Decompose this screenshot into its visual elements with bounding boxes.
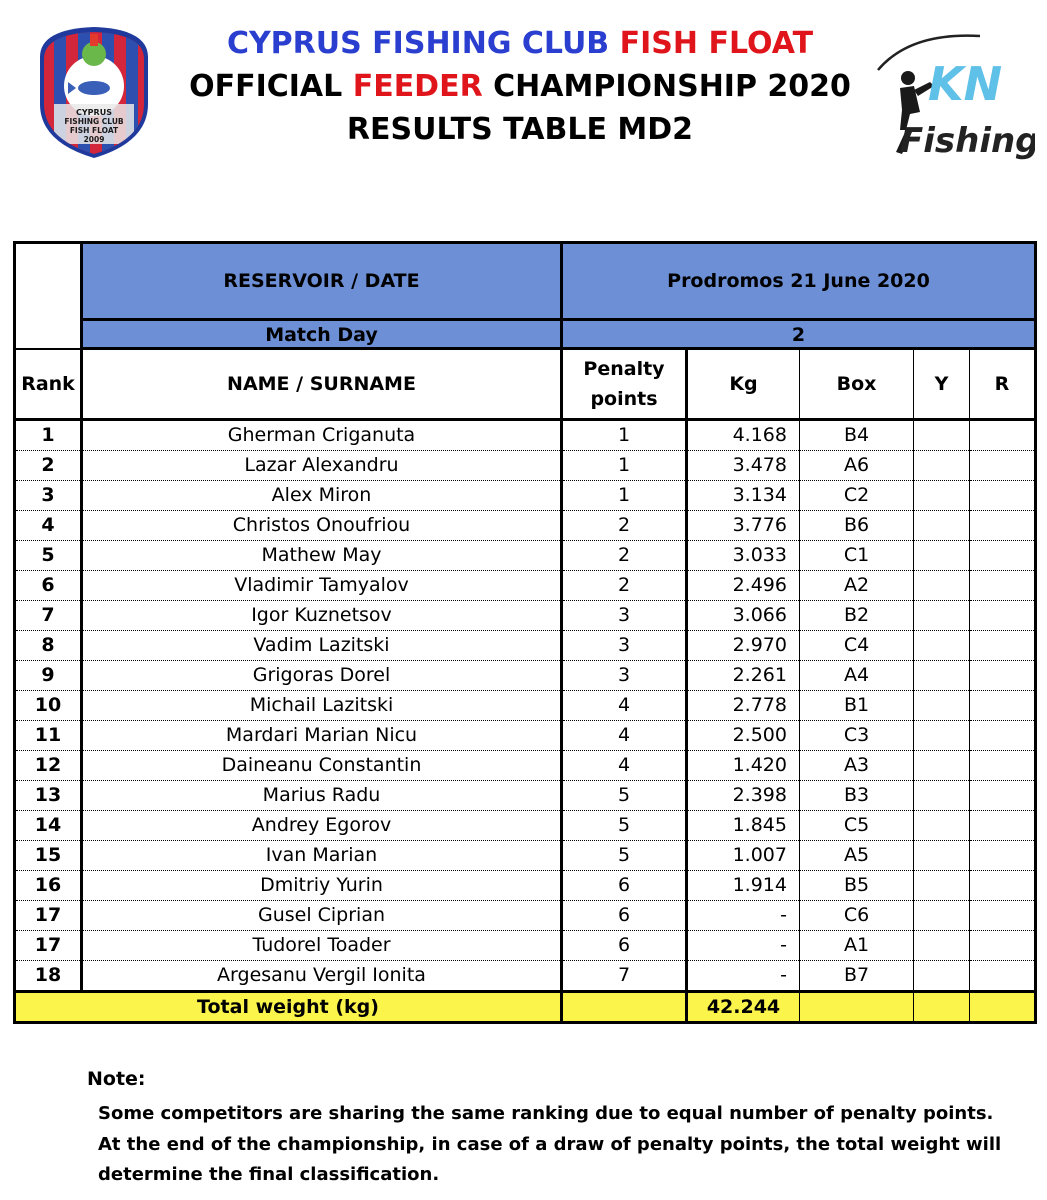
- kn-fishing-logo: [870, 30, 1035, 165]
- r-cell: [970, 631, 1036, 661]
- name-cell: Gusel Ciprian: [82, 901, 562, 931]
- penalty-cell: 3: [562, 661, 687, 691]
- penalty-col-header: [562, 349, 687, 420]
- title-fish-float: FISH FLOAT: [619, 26, 814, 61]
- penalty-cell: 2: [562, 541, 687, 571]
- y-cell: [914, 631, 970, 661]
- r-cell: [970, 841, 1036, 871]
- kg-cell: 3.066: [687, 601, 800, 631]
- table-row: [15, 751, 1036, 781]
- box-cell: C3: [800, 721, 914, 751]
- penalty-header-line1: Penalty: [583, 358, 665, 380]
- kg-cell: 1.420: [687, 751, 800, 781]
- title-line-1: [170, 26, 870, 61]
- penalty-cell: 1: [562, 451, 687, 481]
- rank-cell: 17: [15, 901, 82, 931]
- table-row: [15, 781, 1036, 811]
- total-box-blank: [800, 992, 914, 1023]
- table-row: [15, 661, 1036, 691]
- kg-cell: 2.500: [687, 721, 800, 751]
- r-cell: [970, 751, 1036, 781]
- name-cell: Vladimir Tamyalov: [82, 571, 562, 601]
- r-cell: [970, 811, 1036, 841]
- table-row: [15, 811, 1036, 841]
- y-cell: [914, 961, 970, 992]
- name-cell: Argesanu Vergil Ionita: [82, 961, 562, 992]
- total-penalty-blank: [562, 992, 687, 1023]
- box-cell: B2: [800, 601, 914, 631]
- r-cell: [970, 691, 1036, 721]
- box-cell: A3: [800, 751, 914, 781]
- y-cell: [914, 481, 970, 511]
- table-row: [15, 961, 1036, 992]
- kg-cell: -: [687, 961, 800, 992]
- penalty-cell: 2: [562, 511, 687, 541]
- penalty-cell: 6: [562, 901, 687, 931]
- title-championship: CHAMPIONSHIP 2020: [493, 69, 851, 104]
- rank-cell: 17: [15, 931, 82, 961]
- kg-cell: 4.168: [687, 420, 800, 451]
- name-cell: Daineanu Constantin: [82, 751, 562, 781]
- y-cell: [914, 721, 970, 751]
- kg-cell: 3.478: [687, 451, 800, 481]
- name-cell: Vadim Lazitski: [82, 631, 562, 661]
- y-cell: [914, 931, 970, 961]
- rank-cell: 13: [15, 781, 82, 811]
- r-cell: [970, 781, 1036, 811]
- y-cell: [914, 871, 970, 901]
- table-row: [15, 871, 1036, 901]
- name-cell: Grigoras Dorel: [82, 661, 562, 691]
- rank-cell: 3: [15, 481, 82, 511]
- box-cell: A4: [800, 661, 914, 691]
- penalty-cell: 7: [562, 961, 687, 992]
- table-row: [15, 451, 1036, 481]
- box-cell: A6: [800, 451, 914, 481]
- matchday-label: Match Day: [82, 320, 562, 350]
- kg-cell: 2.398: [687, 781, 800, 811]
- y-cell: [914, 601, 970, 631]
- box-cell: C4: [800, 631, 914, 661]
- box-cell: B5: [800, 871, 914, 901]
- rank-cell: 15: [15, 841, 82, 871]
- table-row: [15, 631, 1036, 661]
- box-col-header: Box: [800, 349, 914, 420]
- kg-cell: 3.033: [687, 541, 800, 571]
- rank-header-blank: [15, 243, 82, 350]
- penalty-cell: 4: [562, 751, 687, 781]
- box-cell: B4: [800, 420, 914, 451]
- logo-text-3: FISH FLOAT: [69, 126, 119, 135]
- table-row: [15, 901, 1036, 931]
- penalty-header-line2: points: [590, 388, 658, 410]
- kg-cell: -: [687, 901, 800, 931]
- logo-text-1: CYPRUS: [76, 108, 112, 117]
- r-cell: [970, 721, 1036, 751]
- kg-cell: 2.496: [687, 571, 800, 601]
- rank-cell: 18: [15, 961, 82, 992]
- kg-cell: 2.261: [687, 661, 800, 691]
- logo-text-4: 2009: [83, 135, 105, 144]
- kg-cell: 1.845: [687, 811, 800, 841]
- penalty-cell: 4: [562, 721, 687, 751]
- logo-text-2: FISHING CLUB: [64, 117, 124, 126]
- rank-cell: 2: [15, 451, 82, 481]
- box-cell: B1: [800, 691, 914, 721]
- penalty-cell: 5: [562, 811, 687, 841]
- penalty-cell: 3: [562, 631, 687, 661]
- y-cell: [914, 691, 970, 721]
- penalty-cell: 2: [562, 571, 687, 601]
- name-cell: Michail Lazitski: [82, 691, 562, 721]
- name-cell: Marius Radu: [82, 781, 562, 811]
- table-row: [15, 721, 1036, 751]
- reservoir-label: RESERVOIR / DATE: [82, 243, 562, 320]
- y-cell: [914, 841, 970, 871]
- box-cell: B7: [800, 961, 914, 992]
- rank-cell: 16: [15, 871, 82, 901]
- fishing-text: Fishing: [900, 121, 1035, 161]
- kg-cell: 1.007: [687, 841, 800, 871]
- penalty-cell: 1: [562, 420, 687, 451]
- r-cell: [970, 931, 1036, 961]
- r-col-header: R: [970, 349, 1036, 420]
- y-cell: [914, 541, 970, 571]
- r-cell: [970, 901, 1036, 931]
- title-line-2: [170, 69, 870, 104]
- y-cell: [914, 451, 970, 481]
- box-cell: C5: [800, 811, 914, 841]
- note-line-1: Some competitors are sharing the same ranking due to equal number of penalty points.: [98, 1103, 994, 1124]
- matchday-value: 2: [562, 320, 1036, 350]
- name-cell: Mathew May: [82, 541, 562, 571]
- name-cell: Mardari Marian Nicu: [82, 721, 562, 751]
- results-table: [13, 241, 1037, 350]
- rank-cell: 8: [15, 631, 82, 661]
- r-cell: [970, 961, 1036, 992]
- table-row: [15, 841, 1036, 871]
- note-line-2: At the end of the championship, in case of a draw of penalty points, the total weight will: [98, 1134, 1002, 1155]
- name-cell: Igor Kuznetsov: [82, 601, 562, 631]
- kn-text: KN: [928, 57, 1003, 111]
- penalty-cell: 1: [562, 481, 687, 511]
- kg-cell: 2.970: [687, 631, 800, 661]
- penalty-cell: 6: [562, 871, 687, 901]
- table-row: [15, 511, 1036, 541]
- kg-cell: -: [687, 931, 800, 961]
- r-cell: [970, 661, 1036, 691]
- name-cell: Tudorel Toader: [82, 931, 562, 961]
- name-cell: Andrey Egorov: [82, 811, 562, 841]
- kg-col-header: Kg: [687, 349, 800, 420]
- table-row: [15, 691, 1036, 721]
- y-cell: [914, 661, 970, 691]
- r-cell: [970, 481, 1036, 511]
- table-row: [15, 481, 1036, 511]
- title-line-3: RESULTS TABLE MD2: [346, 112, 694, 147]
- title-club-name: CYPRUS FISHING CLUB: [226, 26, 610, 61]
- table-row: [15, 931, 1036, 961]
- box-cell: B3: [800, 781, 914, 811]
- rank-cell: 4: [15, 511, 82, 541]
- rank-cell: 6: [15, 571, 82, 601]
- r-cell: [970, 541, 1036, 571]
- title-feeder: FEEDER: [352, 69, 483, 104]
- total-weight-label: Total weight (kg): [15, 992, 562, 1023]
- kg-cell: 1.914: [687, 871, 800, 901]
- y-cell: [914, 751, 970, 781]
- results-rows: [15, 420, 1036, 992]
- box-cell: A1: [800, 931, 914, 961]
- rank-cell: 9: [15, 661, 82, 691]
- rank-cell: 7: [15, 601, 82, 631]
- name-cell: Gherman Criganuta: [82, 420, 562, 451]
- name-cell: Dmitriy Yurin: [82, 871, 562, 901]
- rank-cell: 5: [15, 541, 82, 571]
- penalty-cell: 6: [562, 931, 687, 961]
- title-official: OFFICIAL: [189, 69, 343, 104]
- name-cell: Christos Onoufriou: [82, 511, 562, 541]
- r-cell: [970, 571, 1036, 601]
- table-row: [15, 420, 1036, 451]
- total-weight-value: 42.244: [687, 992, 800, 1023]
- y-col-header: Y: [914, 349, 970, 420]
- y-cell: [914, 901, 970, 931]
- name-col-header: NAME / SURNAME: [82, 349, 562, 420]
- r-cell: [970, 451, 1036, 481]
- r-cell: [970, 871, 1036, 901]
- y-cell: [914, 511, 970, 541]
- total-r-blank: [970, 992, 1036, 1023]
- table-row: [15, 571, 1036, 601]
- box-cell: B6: [800, 511, 914, 541]
- rank-cell: 12: [15, 751, 82, 781]
- y-cell: [914, 781, 970, 811]
- results-body: [13, 347, 1037, 1024]
- table-row: [15, 601, 1036, 631]
- r-cell: [970, 420, 1036, 451]
- box-cell: A5: [800, 841, 914, 871]
- box-cell: A2: [800, 571, 914, 601]
- rank-cell: 10: [15, 691, 82, 721]
- kg-cell: 2.778: [687, 691, 800, 721]
- rank-col-header: Rank: [15, 349, 82, 420]
- penalty-cell: 3: [562, 601, 687, 631]
- rank-cell: 14: [15, 811, 82, 841]
- penalty-cell: 5: [562, 841, 687, 871]
- note-title: Note:: [87, 1068, 146, 1090]
- y-cell: [914, 571, 970, 601]
- note-line-3: determine the final classification.: [98, 1164, 440, 1185]
- box-cell: C6: [800, 901, 914, 931]
- club-logo: [34, 24, 154, 159]
- y-cell: [914, 420, 970, 451]
- penalty-cell: 5: [562, 781, 687, 811]
- kg-cell: 3.776: [687, 511, 800, 541]
- reservoir-value: Prodromos 21 June 2020: [562, 243, 1036, 320]
- r-cell: [970, 601, 1036, 631]
- y-cell: [914, 811, 970, 841]
- kg-cell: 3.134: [687, 481, 800, 511]
- name-cell: Lazar Alexandru: [82, 451, 562, 481]
- box-cell: C2: [800, 481, 914, 511]
- name-cell: Alex Miron: [82, 481, 562, 511]
- box-cell: C1: [800, 541, 914, 571]
- penalty-cell: 4: [562, 691, 687, 721]
- total-y-blank: [914, 992, 970, 1023]
- r-cell: [970, 511, 1036, 541]
- rank-cell: 1: [15, 420, 82, 451]
- rank-cell: 11: [15, 721, 82, 751]
- table-row: [15, 541, 1036, 571]
- name-cell: Ivan Marian: [82, 841, 562, 871]
